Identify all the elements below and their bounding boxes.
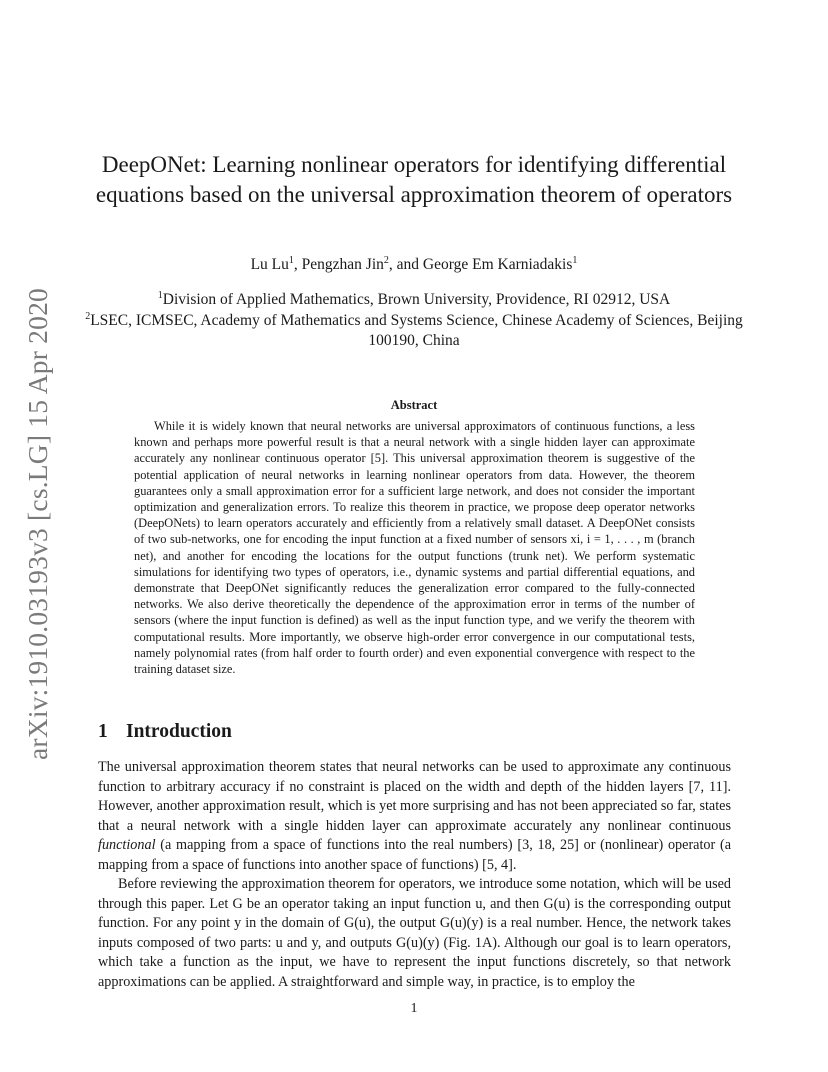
paragraph-2: Before reviewing the approximation theorem for operators, we introduce some notation, which will be used through this paper. Let G be an operator taking an input function u, and then G(u) is the corresponding output function. For any point y in the domain of G(u), the output G(u)(y) is a real number. Hence, the network takes inputs composed of two parts: u and y, and outputs G(u)(y) (Fig. 1A). Although our goal is to learn operators, which take a function as the input, we have to represent the input functions discretely, so that network approximations can be applied. A straightforward and simple way, in practice, is to employ the — [98, 876, 731, 990]
author-name: , Pengzhan Jin — [293, 256, 384, 273]
abstract-heading: Abstract — [390, 398, 438, 412]
affiliation-marker: 1 — [157, 290, 163, 301]
paragraph-text: The universal approximation theorem states that neural networks can be used to approximate any continuous function to arbitrary accuracy if no constraint is placed on the width and depth of the hidden layers [7, 11]. However, another approximation result, which is yet more surprising and has not been appreciated so far, states that a neural network with a single hidden layer can approximate accurately any nonlinear continuous — [98, 759, 731, 834]
section-number: 1 — [98, 721, 108, 742]
affiliations — [60, 290, 768, 352]
affiliation-text: Division of Applied Mathematics, Brown University, Providence, RI 02912, USA — [162, 291, 671, 308]
emphasis-text: functional — [98, 837, 156, 853]
affiliation-marker: 1 — [288, 255, 294, 266]
abstract-text: While it is widely known that neural networks are universal approximators of continuous functions, a less known and perhaps more powerful result is that a neural network with a single hidden layer can approximate accurately any nonlinear continuous operator [5]. This universal approximation theorem is suggestive of the potential application of neural networks in learning nonlinear operators from data. However, the theorem guarantees only a small approximation error for a sufficient large network, and does not consider the important optimization and generalization errors. To realize this theorem in practice, we propose deep operator networks (DeepONets) to learn operators accurately and efficiently from a relatively small dataset. A DeepONet consists of two sub-networks, one for encoding the input function at a fixed number of sensors xi, i = 1, . . . , m (branch net), and another for encoding the locations for the output functions (trunk net). We perform systematic simulations for identifying two types of operators, i.e., dynamic systems and partial differential equations, and demonstrate that DeepONet significantly reduces the generalization error compared to the fully-connected networks. We also derive theoretically the dependence of the approximation error in terms of the number of sensors (where the input function is defined) as well as the input function type, and we verify the theorem with computational results. More importantly, we observe high-order error convergence in our computational tests, namely polynomial rates (from half order to fourth order) and even exponential convergence with respect to the training dataset size. — [134, 419, 695, 677]
paper-title: DeepONet: Learning nonlinear operators for identifying differential equations based on the universal approximation theorem of operators — [95, 152, 733, 207]
affiliation-marker: 2 — [85, 310, 91, 322]
section-heading — [98, 721, 232, 743]
affiliation-marker: 1 — [572, 255, 578, 266]
affiliation-marker: 2 — [383, 255, 389, 266]
affiliation-1 — [60, 290, 768, 311]
body-text — [98, 758, 731, 992]
page-number: 1 — [410, 1001, 418, 1016]
paragraph-1 — [98, 758, 731, 875]
paragraph-text: (a mapping from a space of functions into the real numbers) [3, 18, 25] or (nonlinear) operator (a mapping from a space of functions into another space of functions) [5, 4]. — [98, 837, 731, 873]
section-title: Introduction — [126, 721, 232, 742]
author-name: , and George Em Karniadakis — [388, 256, 573, 273]
author-name: Lu Lu — [250, 256, 289, 273]
arxiv-identifier: arXiv:1910.03193v3 [cs.LG] 15 Apr 2020 — [22, 288, 53, 760]
author-list — [80, 256, 748, 274]
affiliation-2 — [60, 311, 768, 352]
affiliation-text: LSEC, ICMSEC, Academy of Mathematics and Systems Science, Chinese Academy of Sciences, Beijing 100190, China — [90, 311, 743, 349]
